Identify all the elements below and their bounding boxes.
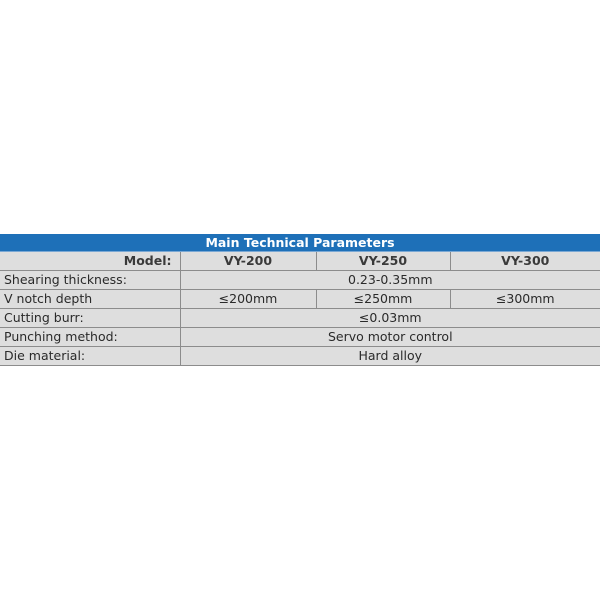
row-label: Punching method: — [0, 328, 180, 347]
technical-parameters-table — [0, 234, 600, 366]
model-vy-250: VY-250 — [316, 252, 450, 271]
table-row-die-material — [0, 347, 600, 366]
table-header-row — [0, 252, 600, 271]
row-label: V notch depth — [0, 290, 180, 309]
row-value: 0.23-0.35mm — [180, 271, 600, 290]
table-row-v-notch-depth — [0, 290, 600, 309]
table-row-shearing-thickness — [0, 271, 600, 290]
table-row-cutting-burr — [0, 309, 600, 328]
row-value: Hard alloy — [180, 347, 600, 366]
row-label: Cutting burr: — [0, 309, 180, 328]
table-title-row — [0, 234, 600, 252]
row-value-vy-300: ≤300mm — [450, 290, 600, 309]
table-title: Main Technical Parameters — [0, 234, 600, 252]
model-vy-300: VY-300 — [450, 252, 600, 271]
row-label: Die material: — [0, 347, 180, 366]
table-row-punching-method — [0, 328, 600, 347]
row-value: ≤0.03mm — [180, 309, 600, 328]
row-label: Shearing thickness: — [0, 271, 180, 290]
row-value-vy-250: ≤250mm — [316, 290, 450, 309]
model-vy-200: VY-200 — [180, 252, 316, 271]
row-value-vy-200: ≤200mm — [180, 290, 316, 309]
model-label: Model: — [0, 252, 180, 271]
row-value: Servo motor control — [180, 328, 600, 347]
